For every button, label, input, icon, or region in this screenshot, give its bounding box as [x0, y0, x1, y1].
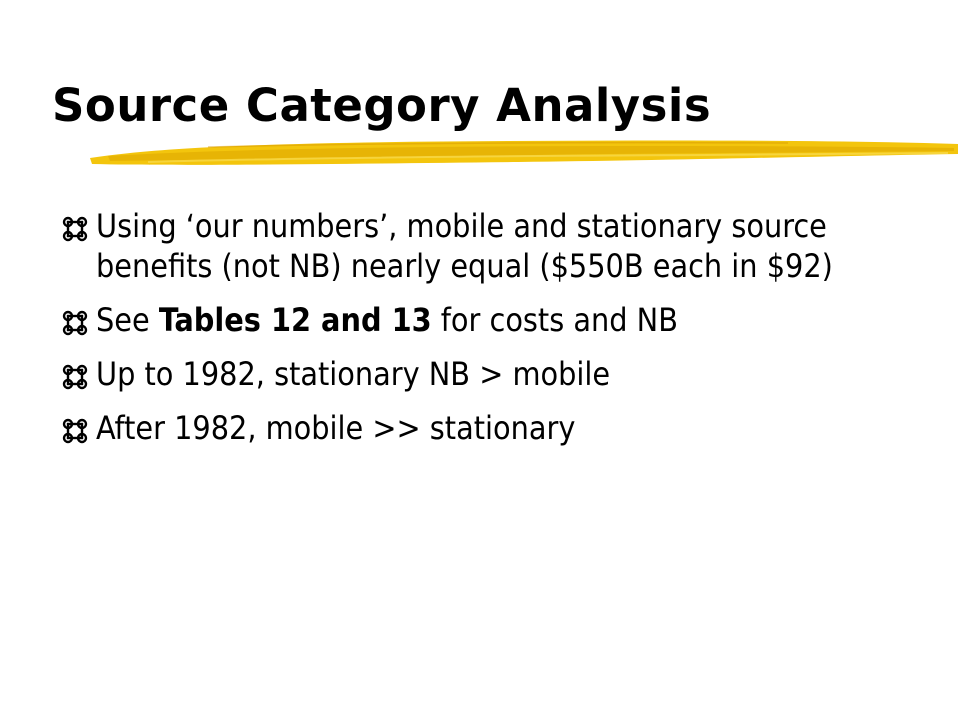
- bullet-text: Up to 1982, stationary NB > mobile: [96, 355, 611, 393]
- bullet-text-bold: Tables 12 and 13: [158, 301, 432, 339]
- bullet-item: [60, 206, 940, 286]
- slide-title: Source Category Analysis: [52, 79, 712, 132]
- bullet-text: After 1982, mobile >> stationary: [96, 409, 576, 447]
- bullet-text-prefix: See: [96, 301, 159, 339]
- command-key-icon: [60, 300, 94, 340]
- bullet-item: [60, 354, 940, 394]
- command-key-icon: [60, 354, 94, 394]
- bullet-item: [60, 408, 940, 448]
- bullet-item: [60, 300, 940, 340]
- bullet-text: Using ‘our numbers’, mobile and stationary source benefits (not NB) nearly equal ($550B each in $92): [96, 207, 833, 285]
- bullet-text-suffix: for costs and NB: [431, 301, 678, 339]
- bullet-list: [60, 206, 940, 462]
- command-key-icon: [60, 408, 94, 448]
- title-underline-brushstroke: [88, 132, 960, 176]
- command-key-icon: [60, 206, 94, 246]
